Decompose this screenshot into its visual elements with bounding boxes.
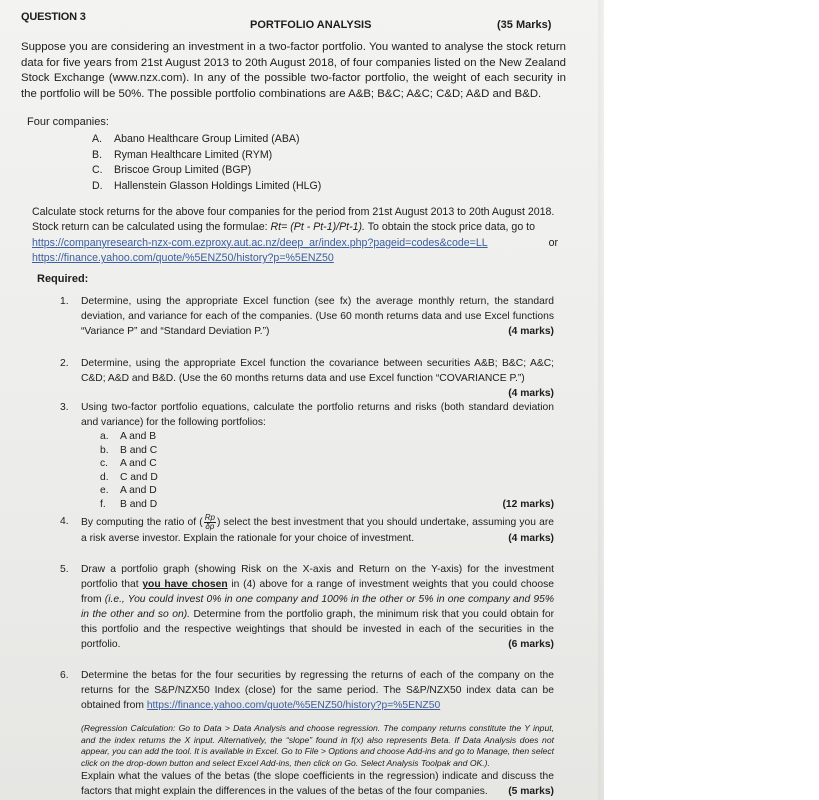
question-marks: (6 marks)	[508, 639, 554, 650]
question-marks: (4 marks)	[508, 388, 554, 399]
question-text: Draw a portfolio graph (showing Risk on the X-axis and Return on the Y-axis) for the investment portfolio that you have chosen in (4) above for a range of investment weights that you could choose from (i.e., You could invest 0% in one company and 100% in the other or 5% in one company and 95% in the other and so on). Determine from the portfolio graph, the minimum risk that you could obtain for this portfolio and the respective weightings that should be invested in each of the securities in the portfolio.	[81, 564, 555, 650]
question-2	[60, 356, 554, 401]
question-number-label: 4.	[60, 516, 69, 527]
question-text: By computing the ratio of ( $\frac{Rp}{\delta p}$ ) select the best investment that you should undertake, assuming you are a risk averse investor. Explain the rationale for your choice of investment.	[81, 513, 554, 544]
question-number-label: 6.	[60, 670, 69, 681]
question-number-label: 2.	[60, 358, 69, 369]
yahoo-link[interactable]: https://finance.yahoo.com/quote/%5ENZ50/history?p=%5ENZ50	[32, 252, 334, 265]
question-5	[60, 562, 554, 652]
page-edge-shadow	[598, 0, 604, 800]
question-3	[60, 400, 554, 512]
section-title: PORTFOLIO ANALYSIS	[250, 19, 372, 31]
portfolio-item: b. B and C	[100, 444, 158, 456]
portfolio-item: f. B and D	[100, 498, 158, 510]
portfolio-item: a. A and B	[100, 431, 157, 442]
nzx-link[interactable]: https://companyresearch-nzx-com.ezproxy.aut.ac.nz/deep_ar/index.php?pageid=codes&code=LL	[32, 236, 488, 249]
question-1	[60, 294, 554, 339]
question-4	[60, 514, 554, 546]
question-text: Determine the betas for the four securities by regressing the returns of each of the company on the returns for the S&P/NZX50 Index (close) for the same period. The S&P/NZX50 index data can be obtained from https://finance.yahoo.com/quote/%5ENZ50/history?p=%5ENZ50	[81, 670, 554, 711]
company-list	[92, 132, 321, 194]
return-formula: Rt= (Pt - Pt-1)/Pt-1).	[270, 221, 365, 234]
company-item: D. Hallenstein Glasson Holdings Limited (HLG)	[92, 179, 322, 192]
or-text: or	[548, 236, 558, 249]
nzx50-link[interactable]: https://finance.yahoo.com/quote/%5ENZ50/history?p=%5ENZ50	[146, 700, 441, 711]
company-item: A. Abano Healthcare Group Limited (ABA)	[92, 133, 300, 145]
question-text: Using two-factor portfolio equations, calculate the portfolio returns and risks (both standard deviation and variance) for the following portfolios:	[81, 402, 554, 428]
portfolio-item: c. A and C	[100, 458, 157, 469]
question-text: Determine, using the appropriate Excel function (see fx) the average monthly return, the standard deviation, and variance for each of the companies. (Use 60 month returns data and use Excel functions “Variance P” and “Standard Deviation P.”)	[81, 296, 554, 337]
company-item: C. Briscoe Group Limited (BGP)	[92, 164, 252, 177]
question-marks: (4 marks)	[508, 326, 554, 337]
companies-heading: Four companies:	[27, 116, 109, 128]
question-marks: (12 marks)	[502, 499, 554, 510]
intro-paragraph: Suppose you are considering an investment in a two-factor portfolio. You wanted to analyse the stock return data for five years from 21st August 2013 to 20th August 2018, of four companies listed on the New Zealand Stock Exchange (www.nzx.com). In any of the possible two-factor portfolio, the weight of each security in the portfolio will be 50%. The possible portfolio combinations are A&B; B&C; A&C; C&D; A&D and B&D.	[21, 41, 566, 100]
calc-links	[32, 236, 558, 251]
beta-explanation: Explain what the values of the betas (the slope coefficients in the regression) indicate and discuss the factors that might explain the differences in the values of the betas of the four companies.	[81, 771, 554, 798]
question-text: Determine, using the appropriate Excel function the covariance between securities A&B; B&C; A&C; C&D; A&D and B&D. (Use the 60 months returns data and use Excel function “COVARIANCE P.”)	[81, 358, 554, 384]
question-6	[60, 668, 554, 799]
portfolio-item: d. C and D	[100, 471, 158, 483]
question-number-label: 3.	[60, 402, 69, 413]
question-marks: (4 marks)	[508, 533, 554, 544]
regression-note: (Regression Calculation: Go to Data > Data Analysis and choose regression. The company returns constitute the Y input, and the index returns the X input. Alternatively, the “slope” found in f(x) also represents Beta. If Data Analysis does not appear, you can add the tool. It is available in Excel. Go to File > Options and choose Add-ins and go to Manage, then select click on the drop-down button and select Excel Add-ins, then click on Go. Select Analysis Toolpak and OK.).	[81, 723, 554, 768]
question-number: QUESTION 3	[21, 11, 86, 23]
question-marks: (5 marks)	[508, 786, 554, 798]
company-item: B. Ryman Healthcare Limited (RYM)	[92, 148, 273, 161]
calc-line-1: Calculate stock returns for the above four companies for the period from 21st August 2013 to 20th August 2018.	[32, 206, 555, 218]
emphasis-underline: you have chosen	[142, 579, 228, 590]
question-number-label: 1.	[60, 296, 69, 307]
required-heading: Required:	[37, 273, 89, 285]
total-marks: (35 Marks)	[497, 19, 552, 31]
calc-line-2: Stock return can be calculated using the formulae: Rt= (Pt - Pt-1)/Pt-1). To obtain the stock price data, go to	[32, 221, 535, 234]
sharpe-ratio-fraction: $\frac{Rp}{\delta p}$	[204, 513, 215, 531]
calculation-instructions	[32, 205, 558, 267]
portfolio-item: e. A and D	[100, 485, 157, 496]
question-number-label: 5.	[60, 564, 69, 575]
